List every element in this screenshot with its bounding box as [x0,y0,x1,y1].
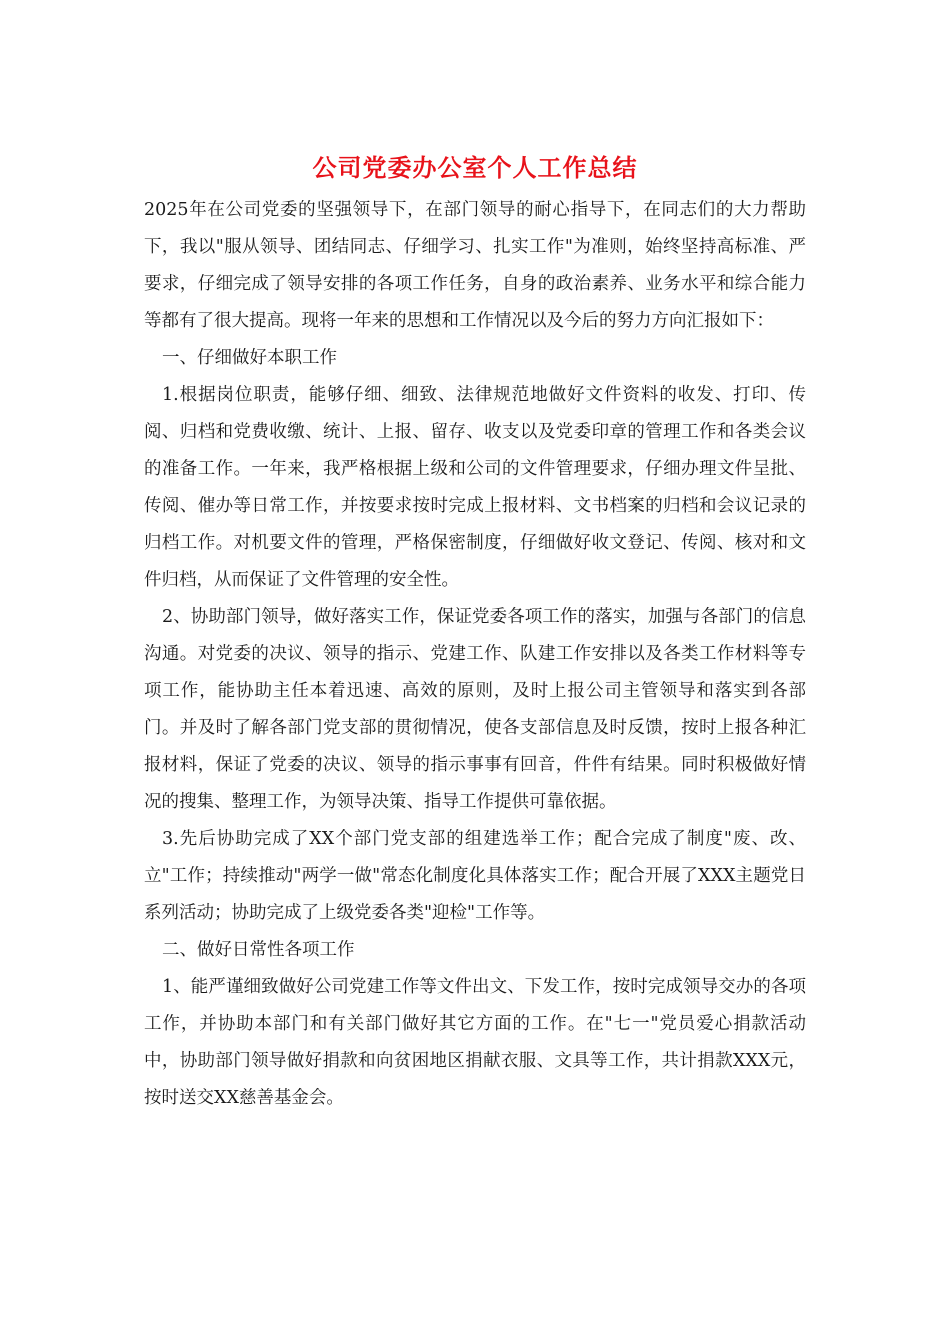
paragraph-2-1: 1、能严谨细致做好公司党建工作等文件出文、下发工作，按时完成领导交办的各项工作，并协助本部门和有关部门做好其它方面的工作。在"七一"党员爱心捐款活动中，协助部门领导做好捐款和向贫困地区捐献衣服、文具等工作，共计捐款XXX元，按时送交XX慈善基金会。 [144,977,806,1108]
document-title: 公司党委办公室个人工作总结 [312,153,638,182]
paragraph-1-2: 2、协助部门领导，做好落实工作，保证党委各项工作的落实，加强与各部门的信息沟通。对党委的决议、领导的指示、党建工作、队建工作安排以及各类工作材料等专项工作，能协助主任本着迅速、高效的原则，及时上报公司主管领导和落实到各部门。并及时了解各部门党支部的贯彻情况，使各支部信息及时反馈，按时上报各种汇报材料，保证了党委的决议、领导的指示事事有回音，件件有结果。同时积极做好情况的搜集、整理工作，为领导决策、指导工作提供可靠依据。 [144,607,806,812]
document-page [144,148,806,1117]
section-heading-1: 一、仔细做好本职工作 [162,348,337,368]
intro-paragraph: 2025年在公司党委的坚强领导下，在部门领导的耐心指导下，在同志们的大力帮助下，我以"服从领导、团结同志、仔细学习、扎实工作"为准则，始终坚持高标准、严要求，仔细完成了领导安排的各项工作任务，自身的政治素养、业务水平和综合能力等都有了很大提高。现将一年来的思想和工作情况以及今后的努力方向汇报如下： [144,200,806,331]
paragraph-1-3: 3.先后协助完成了XX个部门党支部的组建选举工作；配合完成了制度"废、改、立"工作；持续推动"两学一做"常态化制度化具体落实工作；配合开展了XXX主题党日系列活动；协助完成了上级党委各类"迎检"工作等。 [144,829,806,923]
paragraph-1-1: 1.根据岗位职责，能够仔细、细致、法律规范地做好文件资料的收发、打印、传阅、归档和党费收缴、统计、上报、留存、收支以及党委印章的管理工作和各类会议的准备工作。一年来，我严格根据上级和公司的文件管理要求，仔细办理文件呈批、传阅、催办等日常工作，并按要求按时完成上报材料、文书档案的归档和会议记录的归档工作。对机要文件的管理，严格保密制度，仔细做好收文登记、传阅、核对和文件归档，从而保证了文件管理的安全性。 [144,385,806,590]
section-heading-2: 二、做好日常性各项工作 [162,940,355,960]
